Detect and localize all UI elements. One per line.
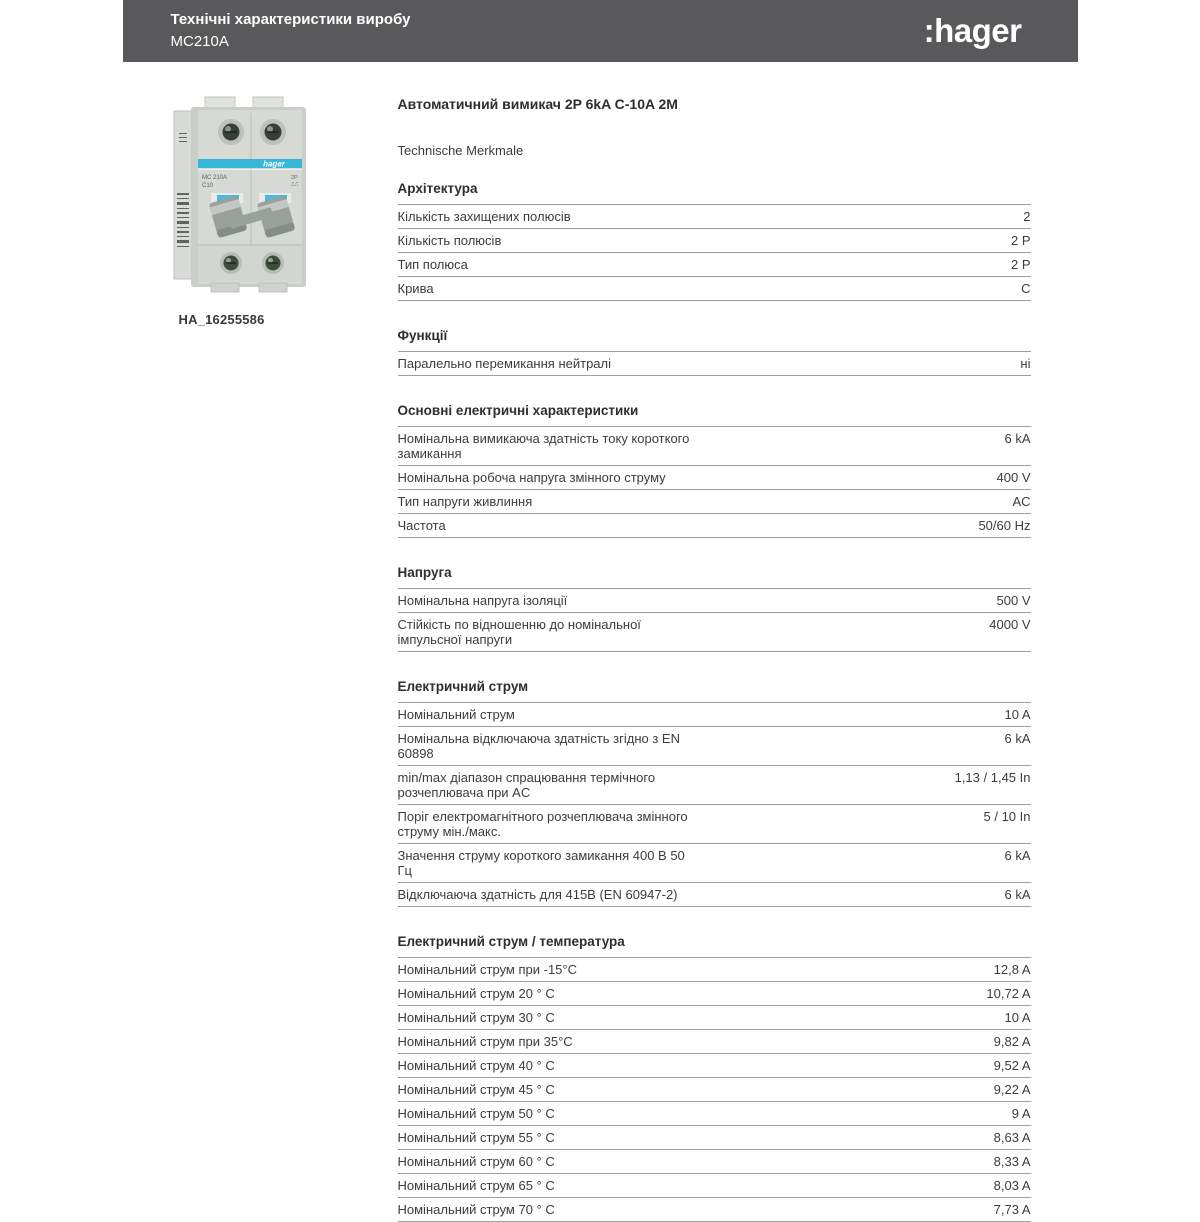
spec-row-value: 6 kA: [1004, 431, 1031, 446]
spec-row-value: 12,8 A: [993, 962, 1031, 977]
product-subtitle: Technische Merkmale: [397, 143, 524, 158]
spec-row-label: Поріг електромагнітного розчеплювача змінного струму мін./макс.: [397, 809, 688, 839]
spec-sections: [398, 181, 1031, 1222]
spec-row-label: Номінальний струм: [397, 707, 515, 722]
spec-row-value: 4000 V: [989, 617, 1031, 632]
spec-column: [398, 95, 1078, 1222]
section-title: Основні електричні характеристики: [398, 403, 1031, 427]
spec-row: [398, 277, 1031, 301]
spec-row-value: 50/60 Hz: [978, 518, 1031, 533]
svg-text:2P: 2P: [290, 175, 298, 181]
brand-stripe: [198, 159, 302, 168]
spec-row: [398, 727, 1031, 766]
svg-text:⎍⎍: ⎍⎍: [290, 182, 299, 188]
spec-row: [398, 253, 1031, 277]
spec-row-value: 9,82 A: [993, 1034, 1031, 1049]
spec-row-label: Номінальна вимикаюча здатність току короткого замикання: [397, 431, 690, 461]
section-title: Функції: [398, 328, 1031, 352]
spec-row-label: Номінальна напруга ізоляції: [397, 593, 568, 608]
printed-model: MC 210A: [201, 175, 227, 181]
spec-row: [398, 766, 1031, 805]
spec-row-value: AC: [1012, 494, 1031, 509]
spec-row-value: 500 V: [996, 593, 1031, 608]
spec-row-value: 9,52 A: [993, 1058, 1031, 1073]
spec-row-label: Крива: [397, 281, 434, 296]
spec-row-value: 400 V: [996, 470, 1031, 485]
spec-row-label: Номінальний струм 50 ° C: [397, 1106, 555, 1121]
spec-row: [398, 1150, 1031, 1174]
spec-row-label: Номінальна відключаюча здатність згідно з EN 60898: [397, 731, 680, 761]
spec-row: [398, 1198, 1031, 1222]
spec-row: [398, 1006, 1031, 1030]
spec-row-value: 6 kA: [1004, 731, 1031, 746]
spec-row: [398, 1054, 1031, 1078]
spec-row: [398, 589, 1031, 613]
spec-row: [398, 958, 1031, 982]
section-title: Електричний струм: [398, 679, 1031, 703]
spec-row: [398, 1078, 1031, 1102]
spec-section: [398, 679, 1031, 907]
spec-row-label: Номінальний струм 45 ° C: [397, 1082, 555, 1097]
section-title: Напруга: [398, 565, 1031, 589]
spec-row-label: Тип полюса: [397, 257, 468, 272]
spec-row-value: 2: [1023, 209, 1031, 224]
spec-row: [398, 427, 1031, 466]
spec-row-value: 9,22 A: [993, 1082, 1031, 1097]
spec-row-label: Номінальний струм при -15°C: [397, 962, 577, 977]
spec-row: [398, 352, 1031, 376]
spec-row: [398, 466, 1031, 490]
product-reference: MC210A: [170, 33, 229, 50]
spec-section: [398, 328, 1031, 376]
spec-row-label: Частота: [397, 518, 446, 533]
spec-row-value: 9 A: [1011, 1106, 1031, 1121]
circuit-breaker-illustration: [171, 95, 311, 293]
spec-row-label: Відключаюча здатність для 415В (EN 60947-2): [397, 887, 678, 902]
spec-row-label: Номінальний струм 65 ° C: [397, 1178, 555, 1193]
spec-row-value: 7,73 A: [993, 1202, 1031, 1217]
product-title: Автоматичний вимикач 2P 6kA C-10A 2M: [397, 96, 678, 112]
spec-row: [398, 1174, 1031, 1198]
spec-row-label: Номінальний струм 55 ° C: [397, 1130, 555, 1145]
spec-row-value: 2 P: [1010, 233, 1031, 248]
spec-row: [398, 703, 1031, 727]
spec-row-label: Тип напруги живлиння: [397, 494, 533, 509]
spec-row-label: Стійкість по відношенню до номінальної імпульсної напруги: [397, 617, 641, 647]
spec-row: [398, 205, 1031, 229]
product-image-column: [123, 95, 398, 1222]
spec-section: [398, 934, 1031, 1222]
spec-row-value: 1,13 / 1,45 In: [954, 770, 1031, 785]
product-image: [171, 95, 311, 298]
page-header: [123, 0, 1078, 62]
spec-row: [398, 1030, 1031, 1054]
spec-row-label: Номінальний струм 30 ° C: [397, 1010, 555, 1025]
spec-section: [398, 565, 1031, 652]
spec-row-value: 10 A: [1004, 707, 1031, 722]
spec-row-value: C: [1021, 281, 1031, 296]
spec-row-value: ні: [1020, 356, 1031, 371]
spec-row-value: 5 / 10 In: [983, 809, 1031, 824]
hager-logo: :hager: [923, 12, 1022, 49]
spec-row-label: Номінальний струм 60 ° C: [397, 1154, 555, 1169]
spec-row-label: Кількість захищених полюсів: [397, 209, 571, 224]
printed-curve: C10: [201, 183, 213, 189]
spec-row-label: Номінальний струм 20 ° C: [397, 986, 555, 1001]
spec-row-value: 6 kA: [1004, 848, 1031, 863]
spec-row-value: 6 kA: [1004, 887, 1031, 902]
image-caption: HA_16255586: [178, 312, 265, 327]
spec-row-value: 8,63 A: [993, 1130, 1031, 1145]
spec-row-label: Кількість полюсів: [397, 233, 502, 248]
spec-section: [398, 403, 1031, 538]
spec-row-value: 10 A: [1004, 1010, 1031, 1025]
spec-row: [398, 229, 1031, 253]
spec-row-value: 8,33 A: [993, 1154, 1031, 1169]
content-area: [123, 62, 1078, 1222]
spec-row: [398, 844, 1031, 883]
page-title: Технічні характеристики виробу: [170, 11, 411, 29]
spec-row: [398, 883, 1031, 907]
spec-row: [398, 490, 1031, 514]
header-titles: [171, 9, 411, 53]
spec-row-label: Номінальний струм при 35°C: [397, 1034, 573, 1049]
spec-row: [398, 613, 1031, 652]
spec-row-label: Значення струму короткого замикання 400 В 50 Гц: [397, 848, 685, 878]
spec-row-label: Паралельно перемикання нейтралі: [397, 356, 611, 371]
spec-row-value: 10,72 A: [986, 986, 1031, 1001]
spec-row: [398, 1102, 1031, 1126]
spec-row-value: 2 P: [1010, 257, 1031, 272]
spec-row-label: Номінальна робоча напруга змінного струму: [397, 470, 666, 485]
spec-section: [398, 181, 1031, 301]
spec-row-label: min/max діапазон спрацювання термічного розчеплювача при AC: [397, 770, 656, 800]
spec-row: [398, 514, 1031, 538]
stripe-brand-text: hager: [262, 159, 285, 169]
spec-row-label: Номінальний струм 40 ° C: [397, 1058, 555, 1073]
spec-row-label: Номінальний струм 70 ° C: [397, 1202, 555, 1217]
spec-row: [398, 805, 1031, 844]
section-title: Архітектура: [398, 181, 1031, 205]
datasheet-page: [123, 0, 1078, 1222]
spec-row: [398, 982, 1031, 1006]
section-title: Електричний струм / температура: [398, 934, 1031, 958]
spec-row-value: 8,03 A: [993, 1178, 1031, 1193]
spec-row: [398, 1126, 1031, 1150]
